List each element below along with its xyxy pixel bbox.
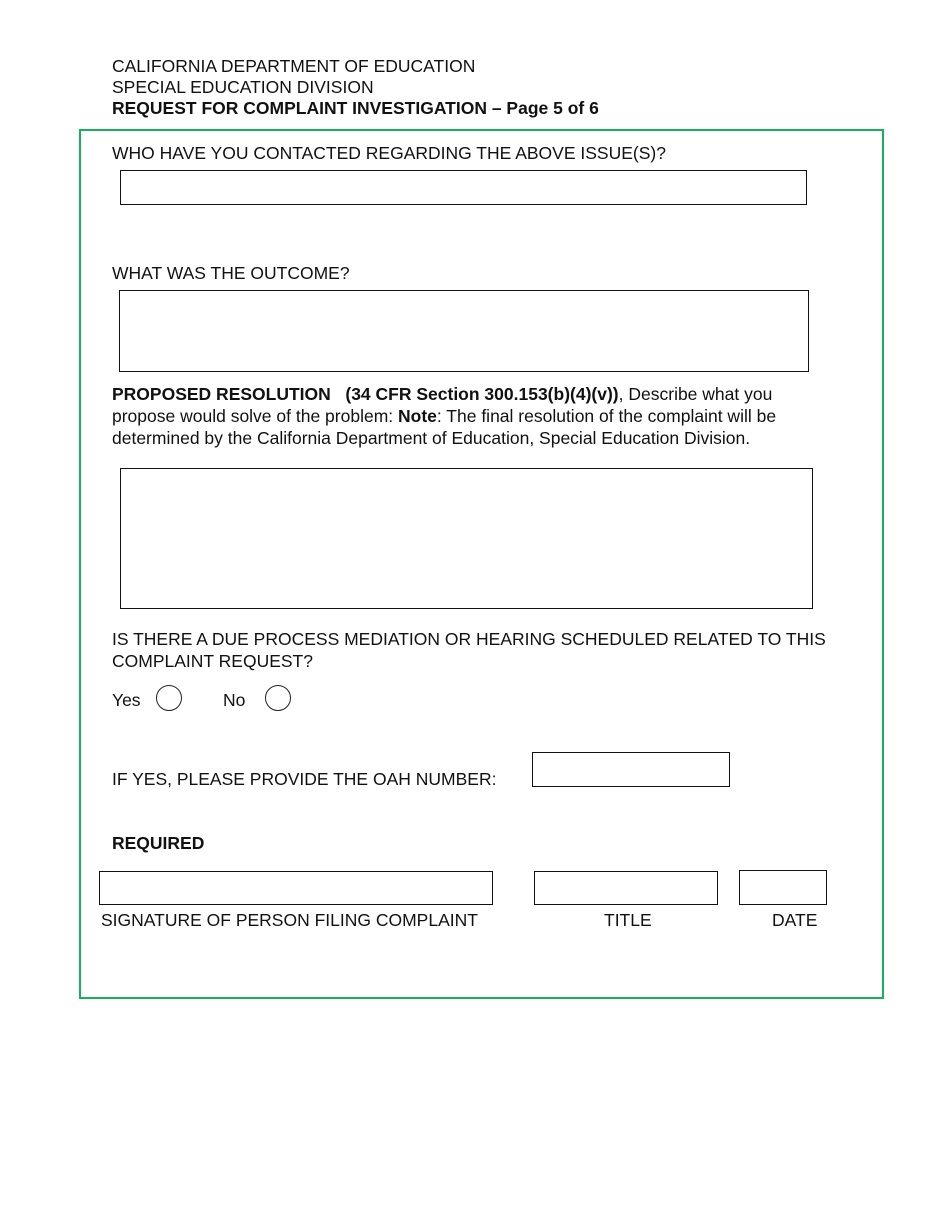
outcome-label: WHAT WAS THE OUTCOME? [112, 263, 350, 283]
oah-number-input[interactable] [532, 752, 730, 787]
header-division: SPECIAL EDUCATION DIVISION [112, 77, 374, 97]
proposed-resolution-text: , Describe what you propose would solve of the problem: [112, 384, 773, 426]
proposed-resolution-input[interactable] [120, 468, 813, 609]
outcome-input[interactable] [119, 290, 809, 372]
no-label: No [223, 690, 246, 710]
due-process-question: IS THERE A DUE PROCESS MEDIATION OR HEARING SCHEDULED RELATED TO THIS COMPLAINT REQUEST? [112, 629, 826, 671]
no-radio[interactable] [265, 685, 291, 711]
yes-radio[interactable] [156, 685, 182, 711]
yes-label: Yes [112, 690, 141, 710]
header-department: CALIFORNIA DEPARTMENT OF EDUCATION [112, 56, 476, 76]
proposed-resolution-instructions [112, 383, 832, 449]
contacted-input[interactable] [120, 170, 807, 205]
note-text: : The final resolution of the complaint will be determined by the California Department of Education, Special Education Division. [112, 406, 777, 448]
required-heading: REQUIRED [112, 833, 205, 853]
signature-label: SIGNATURE OF PERSON FILING COMPLAINT [101, 910, 478, 930]
proposed-resolution-citation: (34 CFR Section 300.153(b)(4)(v)) [345, 384, 619, 404]
note-label: Note [398, 406, 437, 426]
signature-input[interactable] [99, 871, 493, 905]
contacted-label: WHO HAVE YOU CONTACTED REGARDING THE ABOVE ISSUE(S)? [112, 143, 666, 163]
date-label: DATE [772, 910, 818, 930]
title-label: TITLE [604, 910, 652, 930]
proposed-resolution-heading: PROPOSED RESOLUTION [112, 384, 331, 404]
title-input[interactable] [534, 871, 718, 905]
page-title: REQUEST FOR COMPLAINT INVESTIGATION – Page 5 of 6 [112, 98, 599, 118]
oah-number-label: IF YES, PLEASE PROVIDE THE OAH NUMBER: [112, 769, 497, 789]
date-input[interactable] [739, 870, 827, 905]
